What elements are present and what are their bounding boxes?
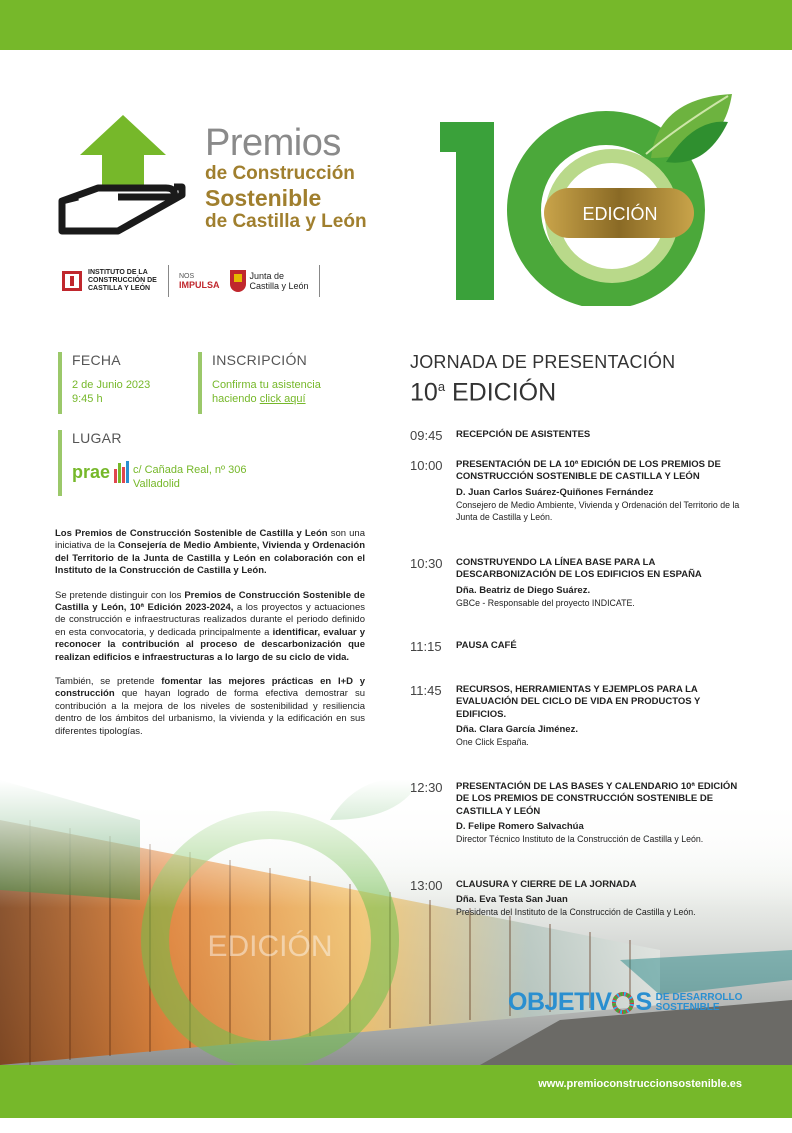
- icyl-icon: [62, 271, 82, 291]
- inscripcion-label: INSCRIPCIÓN: [212, 352, 308, 368]
- agenda-role: GBCe - Responsable del proyecto INDICATE.: [456, 597, 635, 608]
- title-premios: Premios: [205, 122, 341, 164]
- ods-small-2: SOSTENIBLE: [655, 1001, 720, 1013]
- fecha-label: FECHA: [72, 352, 121, 368]
- desc-text: También, se pretende: [55, 676, 162, 688]
- ods-logo: [508, 988, 742, 1017]
- sdg-wheel-icon: [612, 992, 634, 1014]
- impulsa-text: IMPULSA: [179, 279, 220, 290]
- description-paragraph-1: [55, 528, 365, 578]
- inscripcion-line2: [212, 392, 321, 406]
- icyl-text: INSTITUTO DE LA CONSTRUCCIÓN DE CASTILLA Y LEÓN: [88, 269, 157, 292]
- fecha-time: 9:45 h: [72, 393, 103, 405]
- prae-logo: [72, 461, 130, 483]
- agenda-role: Consejero de Medio Ambiente, Vivienda y Ordenación del Territorio de la Junta de Castilla y León.: [456, 499, 740, 522]
- desc-bold: identificar, evaluar y reconocer la contribución al proceso de descarbonización que realizan edificios e infraestructuras a lo largo de su ciclo de vida.: [55, 626, 365, 663]
- agenda-heading: CLAUSURA Y CIERRE DE LA JORNADA: [456, 879, 637, 890]
- house-hand-logo: [58, 113, 188, 235]
- jcyl-text-line2: Castilla y León: [249, 281, 309, 291]
- desc-text: son una iniciativa de la: [55, 528, 365, 552]
- agenda-heading: PAUSA CAFÉ: [456, 640, 517, 651]
- ods-small-1: DE DESARROLLO: [655, 991, 743, 1003]
- agenda-heading: RECURSOS, HERRAMIENTAS Y EJEMPLOS PARA LA EVALUACIÓN DEL CICLO DE VIDA EN PRODUCTOS Y EDIFICIOS.: [456, 684, 701, 720]
- title-line1: de Construcción: [205, 163, 355, 184]
- agenda-title: [410, 352, 675, 406]
- agenda-time: 10:30: [410, 556, 443, 571]
- fecha-box: [58, 352, 150, 414]
- description-paragraph-2: [55, 590, 365, 664]
- desc-bold: Los Premios de Construcción Sostenible de Castilla y León: [55, 528, 328, 539]
- edition-watermark: EDICIÓN: [207, 930, 333, 963]
- lugar-address: [133, 463, 246, 491]
- agenda-edition-number: 10: [410, 378, 438, 407]
- agenda-time: 12:30: [410, 780, 443, 795]
- lugar-address2: Valladolid: [133, 478, 180, 490]
- fecha-date: 2 de Junio 2023: [72, 379, 151, 391]
- awards-title: [205, 123, 367, 233]
- lugar-address1: c/ Cañada Real, nº 306: [133, 464, 247, 476]
- register-link[interactable]: click aquí: [259, 393, 306, 405]
- agenda-time: 13:00: [410, 878, 443, 893]
- agenda-role: Presidenta del Instituto de la Construcción de Castilla y León.: [456, 907, 696, 918]
- agenda-time: 11:45: [410, 683, 442, 698]
- agenda-heading: PRESENTACIÓN DE LA 10ª EDICIÓN DE LOS PREMIOS DE CONSTRUCCIÓN SOSTENIBLE DE CASTILLA Y LEÓN: [456, 459, 721, 483]
- website-link[interactable]: www.premioconstruccionsostenible.es: [538, 1078, 742, 1090]
- desc-text: Se pretende distinguir con los: [55, 589, 185, 601]
- description-paragraph-3: [55, 676, 365, 738]
- agenda-speaker: D. Juan Carlos Suárez-Quiñones Fernández: [456, 486, 654, 498]
- title-line3: de Castilla y León: [205, 211, 367, 232]
- jcyl-logo: [230, 270, 309, 292]
- agenda-role: One Click España.: [456, 737, 529, 748]
- nos-impulsa-logo: [179, 272, 220, 291]
- title-line2: Sostenible: [205, 185, 322, 211]
- description: [55, 528, 365, 750]
- agenda-edition-sup: a: [437, 379, 446, 394]
- inscripcion-box: [198, 352, 321, 414]
- nos-text: NOS: [179, 272, 195, 280]
- desc-text: a los proyectos y actuaciones de construcción e infraestructuras realizados durante el periodo definido en esta convocatoria, y dedicada principalmente a: [55, 602, 365, 638]
- bottom-banner: [0, 1065, 792, 1118]
- agenda-heading: RECEPCIÓN DE ASISTENTES: [456, 429, 591, 440]
- agenda-speaker: Dña. Beatriz de Diego Suárez.: [456, 584, 591, 596]
- inscripcion-line1: Confirma tu asistencia: [212, 379, 321, 391]
- edition-badge: EDICIÓN: [582, 204, 658, 224]
- ods-text-a: OBJETIV: [508, 988, 612, 1016]
- sponsor-logos: [62, 262, 330, 300]
- ods-text-b: S: [635, 988, 652, 1016]
- shield-icon: [230, 270, 246, 292]
- top-banner: [0, 0, 792, 50]
- agenda-heading: PRESENTACIÓN DE LAS BASES Y CALENDARIO 10ª EDICIÓN DE LOS PREMIOS DE CONSTRUCCIÓN SOSTENIBLE DE CASTILLA Y LEÓN: [456, 781, 738, 817]
- prae-text: prae: [72, 461, 111, 482]
- divider: [319, 265, 320, 297]
- divider: [168, 265, 169, 297]
- tenth-edition-logo: [436, 88, 736, 306]
- lugar-label: LUGAR: [72, 430, 122, 446]
- icyl-logo: [62, 269, 158, 293]
- agenda-time: 09:45: [410, 428, 443, 443]
- agenda-heading: CONSTRUYENDO LA LÍNEA BASE PARA LA DESCARBONIZACIÓN DE LOS EDIFICIOS EN ESPAÑA: [456, 557, 702, 581]
- agenda-role: Director Técnico Instituto de la Construcción de Castilla y León.: [456, 834, 704, 845]
- jcyl-text-line1: Junta de: [249, 271, 285, 281]
- desc-text: que hayan logrado de forma efectiva demostrar su contribución a la mejora de los niveles de sostenibilidad y resiliencia dentro de los ámbitos del urbanismo, la vivienda y la edificación en sus diferentes tipologías.: [55, 688, 365, 737]
- desc-bold: Premios de Construcción Sostenible de Castilla y León, 10ª Edición 2023-2024,: [55, 589, 365, 614]
- desc-bold: Consejería de Medio Ambiente, Vivienda y Ordenación del Territorio de la Junta de Castilla y León en colaboración con el Instituto de la Construcción de Castilla y León.: [55, 540, 365, 577]
- agenda-title-line1: JORNADA DE PRESENTACIÓN: [410, 352, 676, 372]
- inscripcion-prefix: haciendo: [212, 393, 260, 405]
- agenda-edition-text: EDICIÓN: [445, 378, 557, 407]
- agenda-speaker: Dña. Clara García Jiménez.: [456, 724, 578, 736]
- agenda-time: 11:15: [410, 639, 442, 654]
- agenda-title-line2: [410, 373, 675, 406]
- agenda-time: 10:00: [410, 458, 443, 473]
- agenda-speaker: D. Felipe Romero Salvachúa: [456, 821, 584, 833]
- prae-bars-icon: [114, 461, 130, 483]
- agenda-speaker: Dña. Eva Testa San Juan: [456, 894, 568, 906]
- desc-bold: fomentar las mejores prácticas en I+D y construcción: [55, 676, 365, 700]
